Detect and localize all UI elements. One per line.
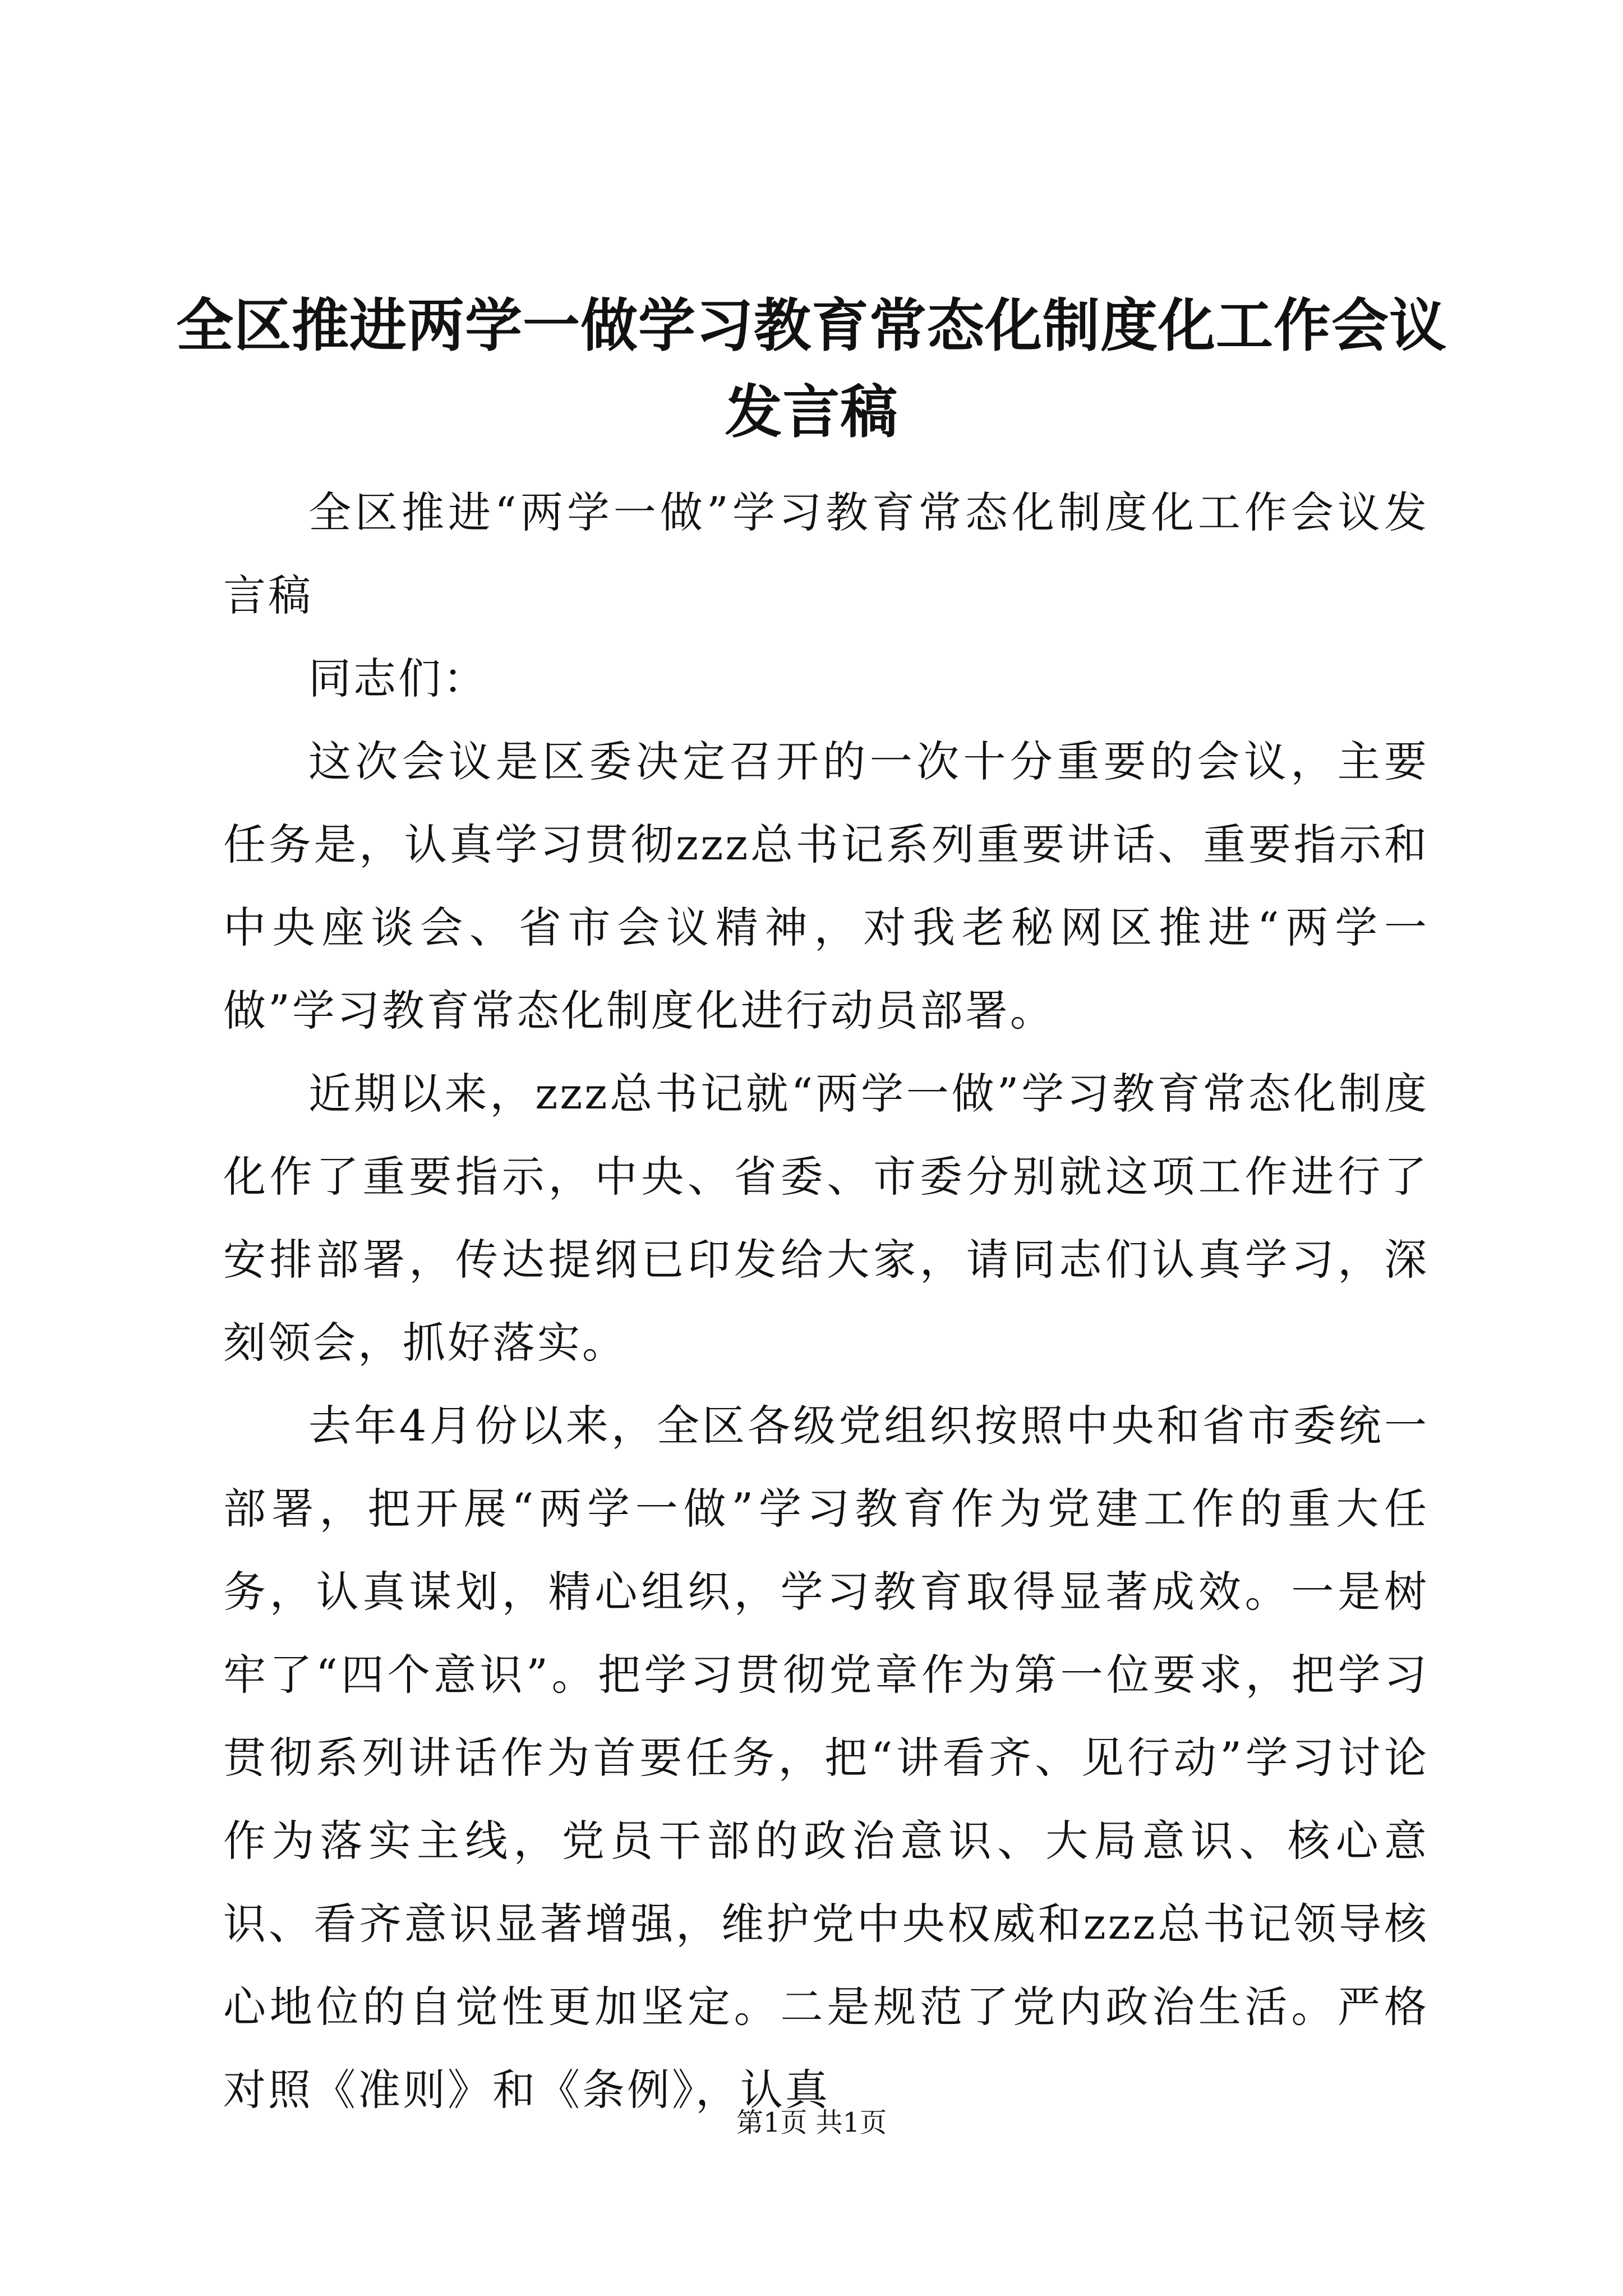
paragraph-1: 这次会议是区委决定召开的一次十分重要的会议，主要任务是，认真学习贯彻zzz总书记系列重要讲话、重要指示和中央座谈会、省市会议精神，对我老秘网区推进“两学一做”学习教育常态化制度化进行动员部署。	[223, 737, 1429, 1036]
paragraph-3: 去年4月份以来，全区各级党组织按照中央和省市委统一部署，把开展“两学一做”学习教育作为党建工作的重大任务，认真谋划，精心组织，学习教育取得显著成效。一是树牢了“四个意识”。把学习贯彻党章作为第一位要求，把学习贯彻系列讲话作为首要任务，把“讲看齐、见行动”学习讨论作为落实主线，党员干部的政治意识、大局意识、核心意识、看齐意识显著增强，维护党中央权威和zzz总书记领导核心地位的自觉性更加坚定。二是规范了党内政治生活。严格对照《准则》和《条例》，认真	[223, 1401, 1429, 2115]
document-body	[223, 471, 1429, 2132]
paragraph-2: 近期以来，zzz总书记就“两学一做”学习教育常态化制度化作了重要指示，中央、省委、市委分别就这项工作进行了安排部署，传达提纲已印发给大家，请同志们认真学习，深刻领会，抓好落实。	[223, 1069, 1429, 1368]
paragraph-subtitle: 全区推进“两学一做”学习教育常态化制度化工作会议发言稿	[223, 487, 1429, 620]
document-title: 全区推进两学一做学习教育常态化制度化工作会议发言稿	[176, 293, 1447, 446]
paragraph-salutation: 同志们：	[308, 654, 488, 703]
page-footer: 第1页 共1页	[736, 2107, 887, 2138]
